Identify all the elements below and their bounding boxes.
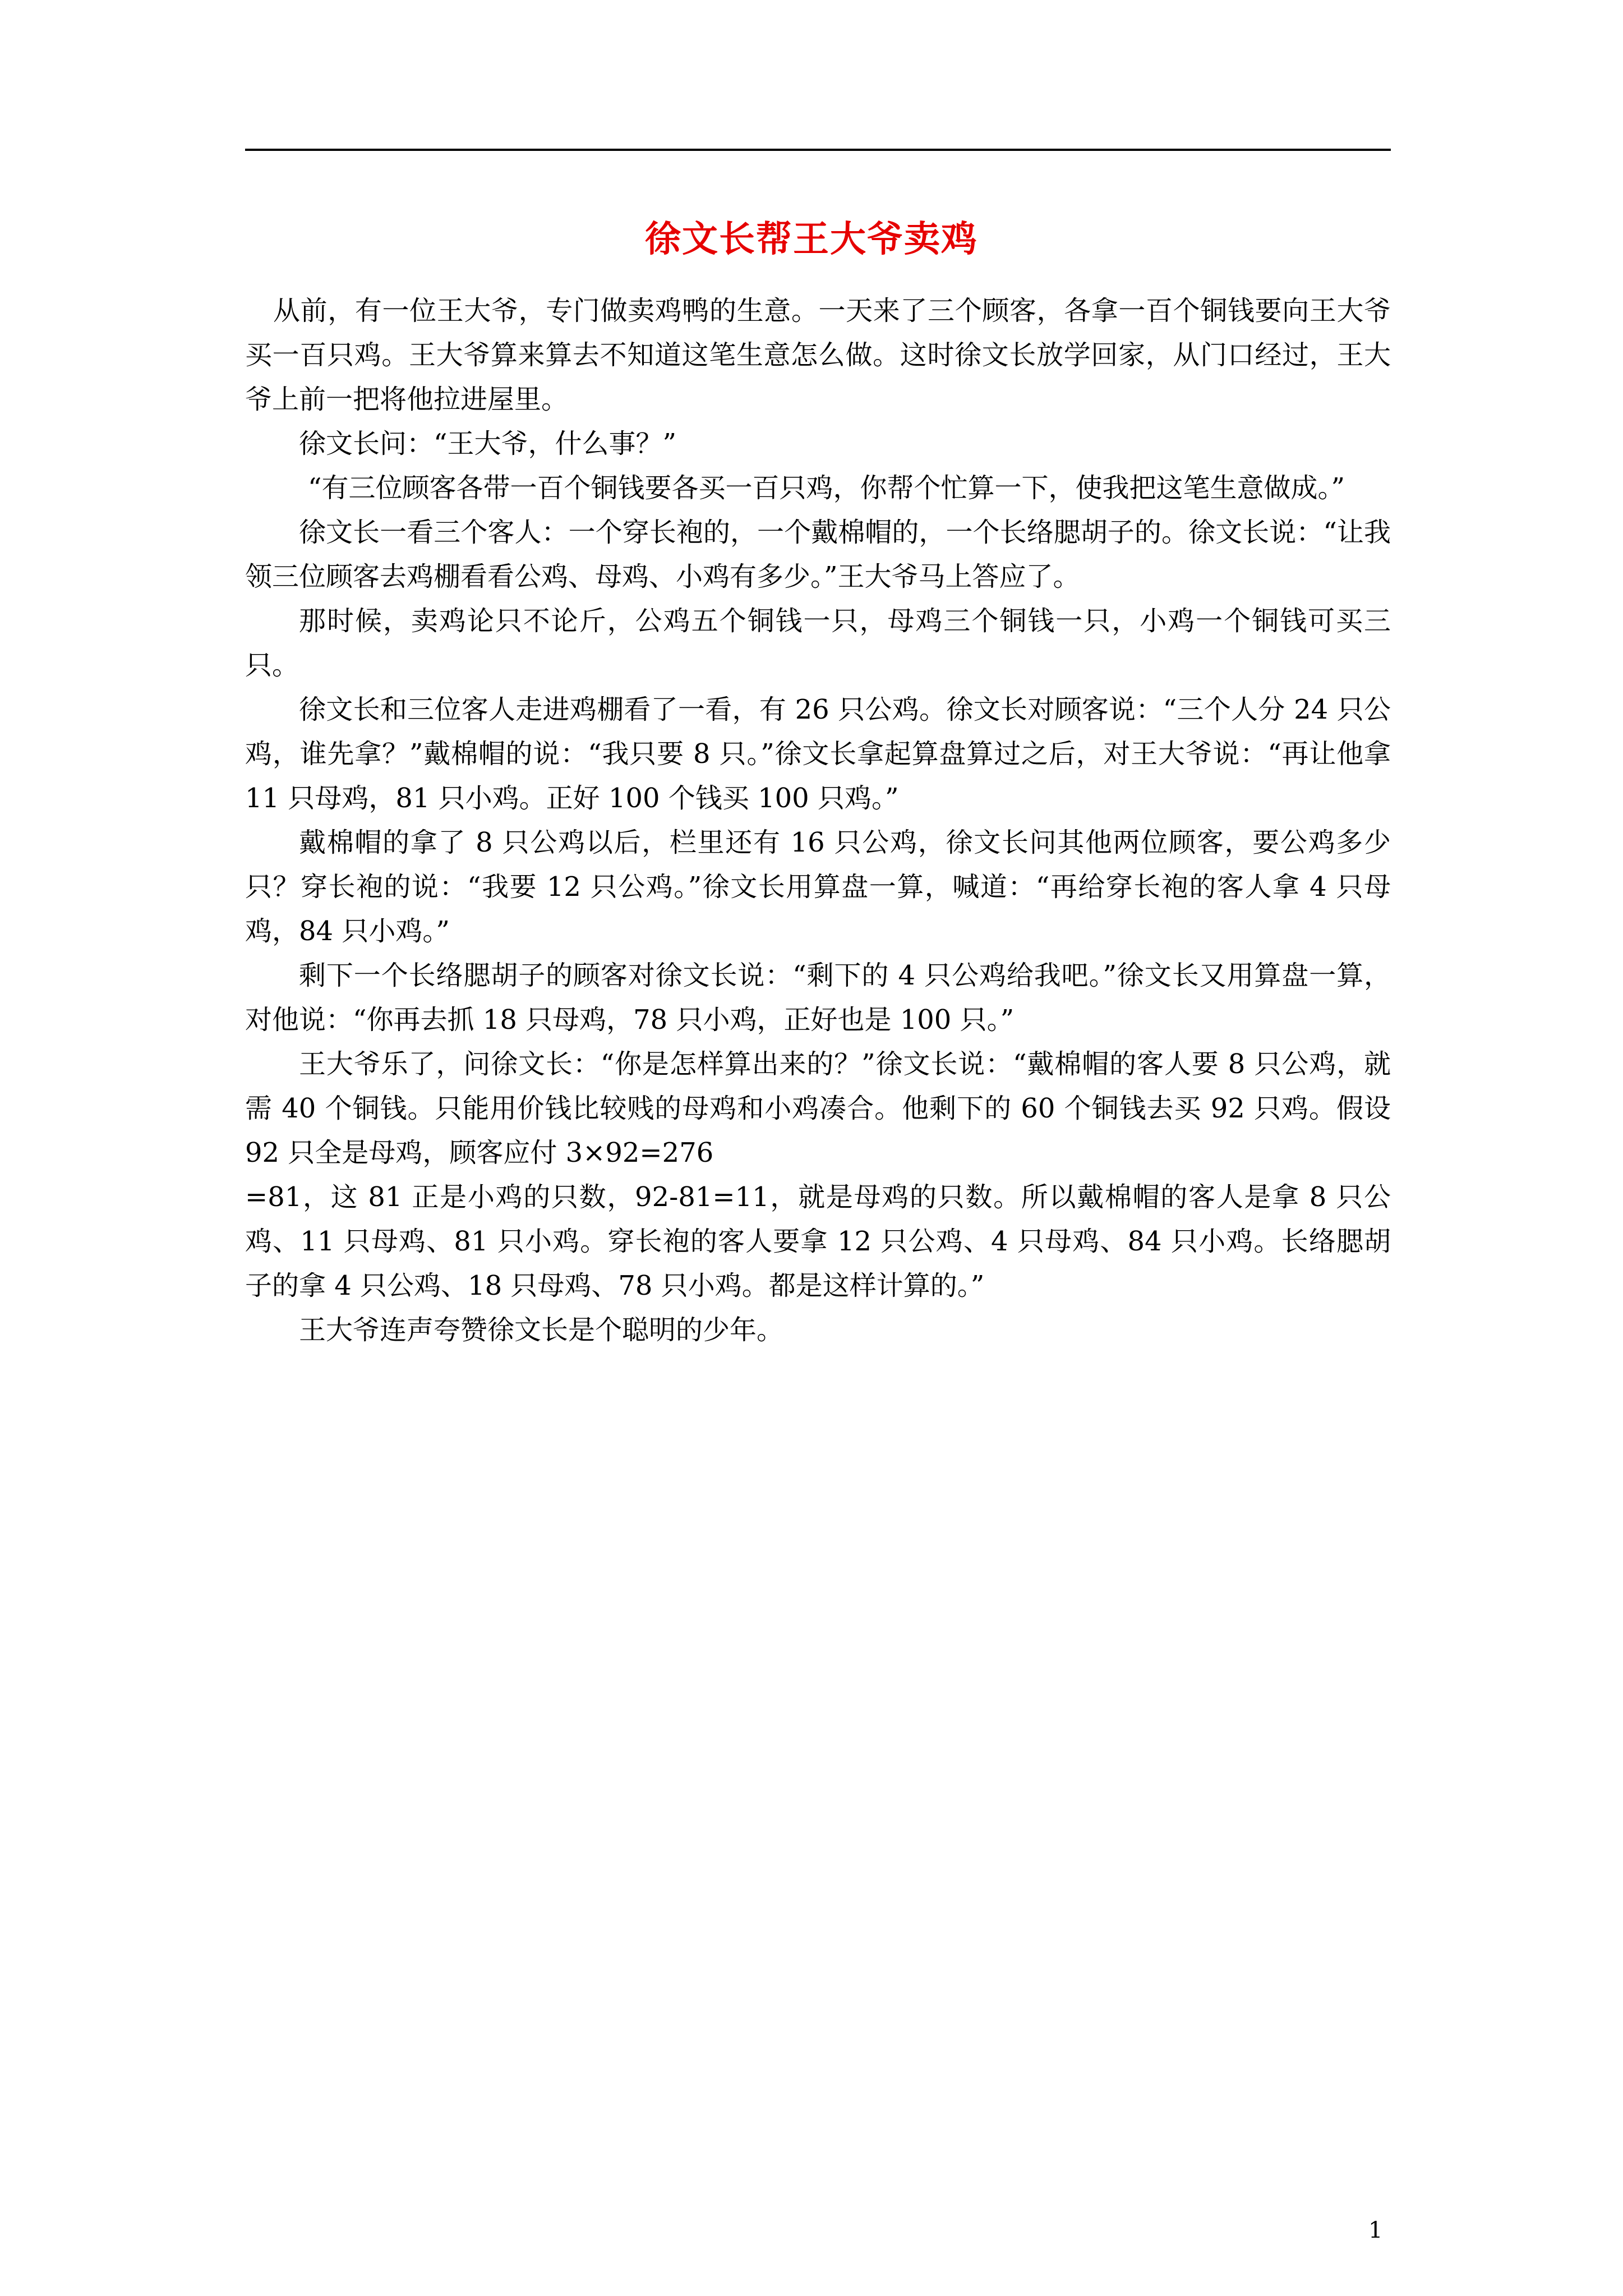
paragraph: 王大爷乐了，问徐文长：“你是怎样算出来的？”徐文长说：“戴棉帽的客人要 8 只公鸡，就需 40 个铜钱。只能用价钱比较贱的母鸡和小鸡凑合。他剩下的 60 个铜钱去买 92 只鸡。假设 92 只全是母鸡，顾客应付 3×92=276 xyxy=(245,1048,1391,1168)
paragraph: 从前，有一位王大爷，专门做卖鸡鸭的生意。一天来了三个顾客，各拿一百个铜钱要向王大爷买一百只鸡。王大爷算来算去不知道这笔生意怎么做。这时徐文长放学回家，从门口经过，王大爷上前一把将他拉进屋里。 xyxy=(245,295,1391,415)
paragraph: 戴棉帽的拿了 8 只公鸡以后，栏里还有 16 只公鸡，徐文长问其他两位顾客，要公鸡多少只？穿长袍的说：“我要 12 只公鸡。”徐文长用算盘一算，喊道：“再给穿长袍的客人拿 4 只母鸡，84 只小鸡。” xyxy=(245,827,1391,947)
document-body xyxy=(245,289,1391,1352)
paragraph: 剩下一个长络腮胡子的顾客对徐文长说：“剩下的 4 只公鸡给我吧。”徐文长又用算盘一算，对他说：“你再去抓 18 只母鸡，78 只小鸡，正好也是 100 只。” xyxy=(245,960,1391,1036)
paragraph: 王大爷连声夸赞徐文长是个聪明的少年。 xyxy=(299,1314,784,1346)
paragraph: 徐文长一看三个客人：一个穿长袍的，一个戴棉帽的，一个长络腮胡子的。徐文长说：“让我领三位顾客去鸡棚看看公鸡、母鸡、小鸡有多少。”王大爷马上答应了。 xyxy=(245,517,1391,592)
document-title: 徐文长帮王大爷卖鸡 xyxy=(645,218,978,260)
paragraph: =81，这 81 正是小鸡的只数，92-81=11，就是母鸡的只数。所以戴棉帽的客人是拿 8 只公鸡、11 只母鸡、81 只小鸡。穿长袍的客人要拿 12 只公鸡、4 只母鸡、84 只小鸡。长络腮胡子的拿 4 只公鸡、18 只母鸡、78 只小鸡。都是这样计算的。” xyxy=(245,1181,1391,1301)
page-number: 1 xyxy=(1368,2217,1383,2243)
paragraph: 徐文长问：“王大爷，什么事？” xyxy=(299,428,677,459)
paragraph: 那时候，卖鸡论只不论斤，公鸡五个铜钱一只，母鸡三个铜钱一只，小鸡一个铜钱可买三只。 xyxy=(245,605,1391,681)
header-rule xyxy=(245,149,1391,151)
paragraph: 徐文长和三位客人走进鸡棚看了一看，有 26 只公鸡。徐文长对顾客说：“三个人分 24 只公鸡，谁先拿？”戴棉帽的说：“我只要 8 只。”徐文长拿起算盘算过之后，对王大爷说：“再让他拿 11 只母鸡，81 只小鸡。正好 100 个钱买 100 只鸡。” xyxy=(245,694,1391,814)
paragraph: “有三位顾客各带一百个铜钱要各买一百只鸡，你帮个忙算一下，使我把这笔生意做成。” xyxy=(308,472,1345,504)
